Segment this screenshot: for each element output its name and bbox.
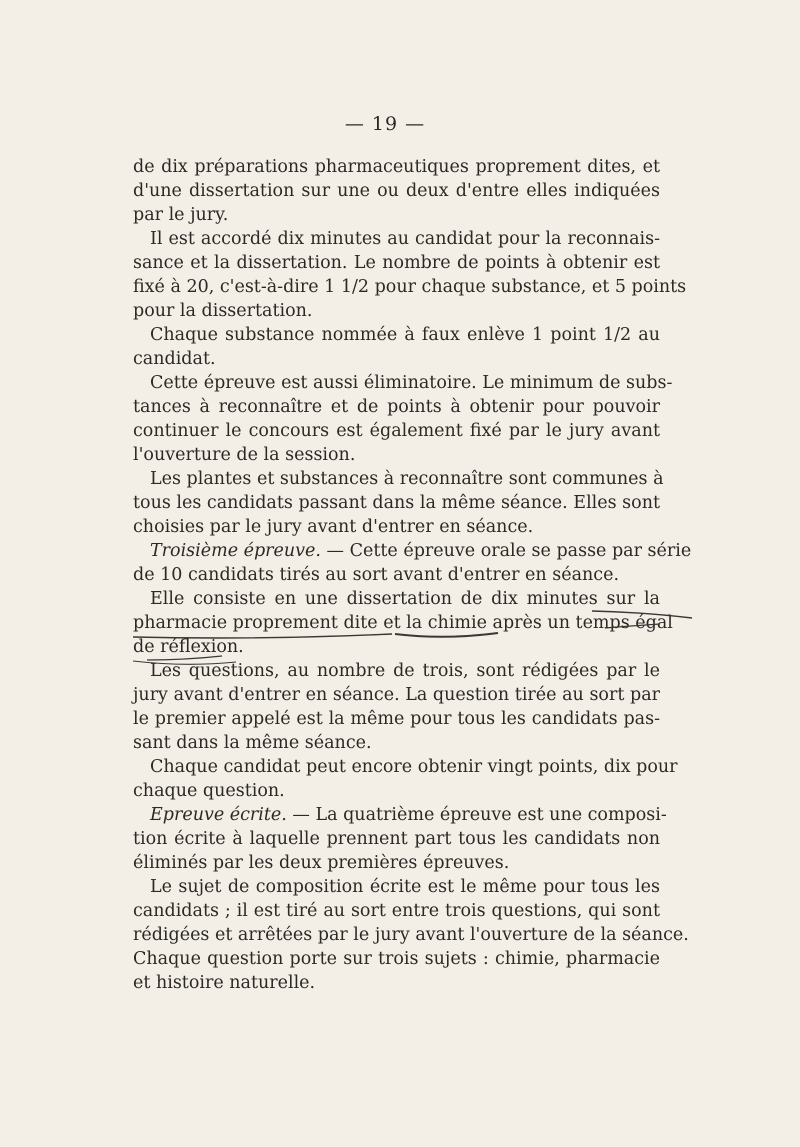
text-line: et histoire naturelle. bbox=[133, 973, 316, 993]
text-line: Elle consiste en une dissertation de dix minutes sur la bbox=[150, 589, 660, 609]
text-line: par le jury. bbox=[133, 205, 229, 225]
text-span: — La quatrième épreuve est une composi- bbox=[286, 805, 667, 825]
paragraph bbox=[133, 587, 673, 659]
text-line: d'une dissertation sur une ou deux d'entre elles indiquées bbox=[133, 181, 660, 201]
text-line: pour la dissertation. bbox=[133, 301, 313, 321]
text-line: tous les candidats passant dans la même séance. Elles sont bbox=[133, 493, 660, 513]
section-heading: Epreuve écrite. bbox=[150, 805, 287, 825]
text-line: sant dans la même séance. bbox=[133, 733, 372, 753]
text-line bbox=[133, 539, 692, 563]
text-line: de réflexion. bbox=[133, 637, 244, 657]
text-line: pharmacie proprement dite et la chimie après un temps égal bbox=[133, 613, 673, 633]
text-line: de 10 candidats tirés au sort avant d'entrer en séance. bbox=[133, 565, 620, 585]
section-heading: Troisième épreuve. bbox=[150, 541, 321, 561]
text-span: — Cette épreuve orale se passe par série bbox=[320, 541, 692, 561]
text-line: de dix préparations pharmaceutiques proprement dites, et bbox=[133, 157, 660, 177]
text-line: jury avant d'entrer en séance. La question tirée au sort par bbox=[133, 685, 660, 705]
paragraph bbox=[133, 227, 687, 323]
paragraph bbox=[133, 875, 689, 995]
text-line: sance et la dissertation. Le nombre de points à obtenir est bbox=[133, 253, 660, 273]
paragraph bbox=[133, 539, 692, 587]
text-line: candidats ; il est tiré au sort entre trois questions, qui sont bbox=[133, 901, 660, 921]
text-line: Les questions, au nombre de trois, sont rédigées par le bbox=[150, 661, 660, 681]
paragraph bbox=[133, 803, 667, 875]
body-text bbox=[133, 155, 692, 995]
text-line: Chaque substance nommée à faux enlève 1 point 1/2 au bbox=[150, 325, 660, 345]
text-line: chaque question. bbox=[133, 781, 285, 801]
text-line: continuer le concours est également fixé par le jury avant bbox=[133, 421, 660, 441]
text-line: Les plantes et substances à reconnaître sont communes à bbox=[150, 469, 664, 489]
page-number: — 19 — bbox=[344, 113, 426, 135]
paragraph bbox=[133, 323, 660, 371]
text-line bbox=[133, 803, 667, 827]
paragraph bbox=[133, 755, 678, 803]
text-line: tion écrite à laquelle prennent part tous les candidats non bbox=[133, 829, 660, 849]
paragraph bbox=[133, 155, 660, 227]
text-line: l'ouverture de la session. bbox=[133, 445, 356, 465]
text-line: tances à reconnaître et de points à obtenir pour pouvoir bbox=[133, 397, 660, 417]
text-line: le premier appelé est la même pour tous les candidats pas- bbox=[133, 709, 660, 729]
paragraph bbox=[133, 467, 664, 539]
text-line: Chaque question porte sur trois sujets : chimie, pharmacie bbox=[133, 949, 660, 969]
text-line: Cette épreuve est aussi éliminatoire. Le minimum de subs- bbox=[150, 373, 673, 393]
paragraph bbox=[133, 371, 673, 467]
paragraph bbox=[133, 659, 660, 755]
text-line: Il est accordé dix minutes au candidat pour la reconnais- bbox=[150, 229, 660, 249]
text-line: éliminés par les deux premières épreuves. bbox=[133, 853, 510, 873]
text-line: Chaque candidat peut encore obtenir vingt points, dix pour bbox=[150, 757, 678, 777]
text-line: rédigées et arrêtées par le jury avant l'ouverture de la séance. bbox=[133, 925, 689, 945]
text-line: candidat. bbox=[133, 349, 216, 369]
text-line: fixé à 20, c'est-à-dire 1 1/2 pour chaque substance, et 5 points bbox=[133, 277, 687, 297]
text-line: Le sujet de composition écrite est le même pour tous les bbox=[150, 877, 660, 897]
text-line: choisies par le jury avant d'entrer en séance. bbox=[133, 517, 534, 537]
